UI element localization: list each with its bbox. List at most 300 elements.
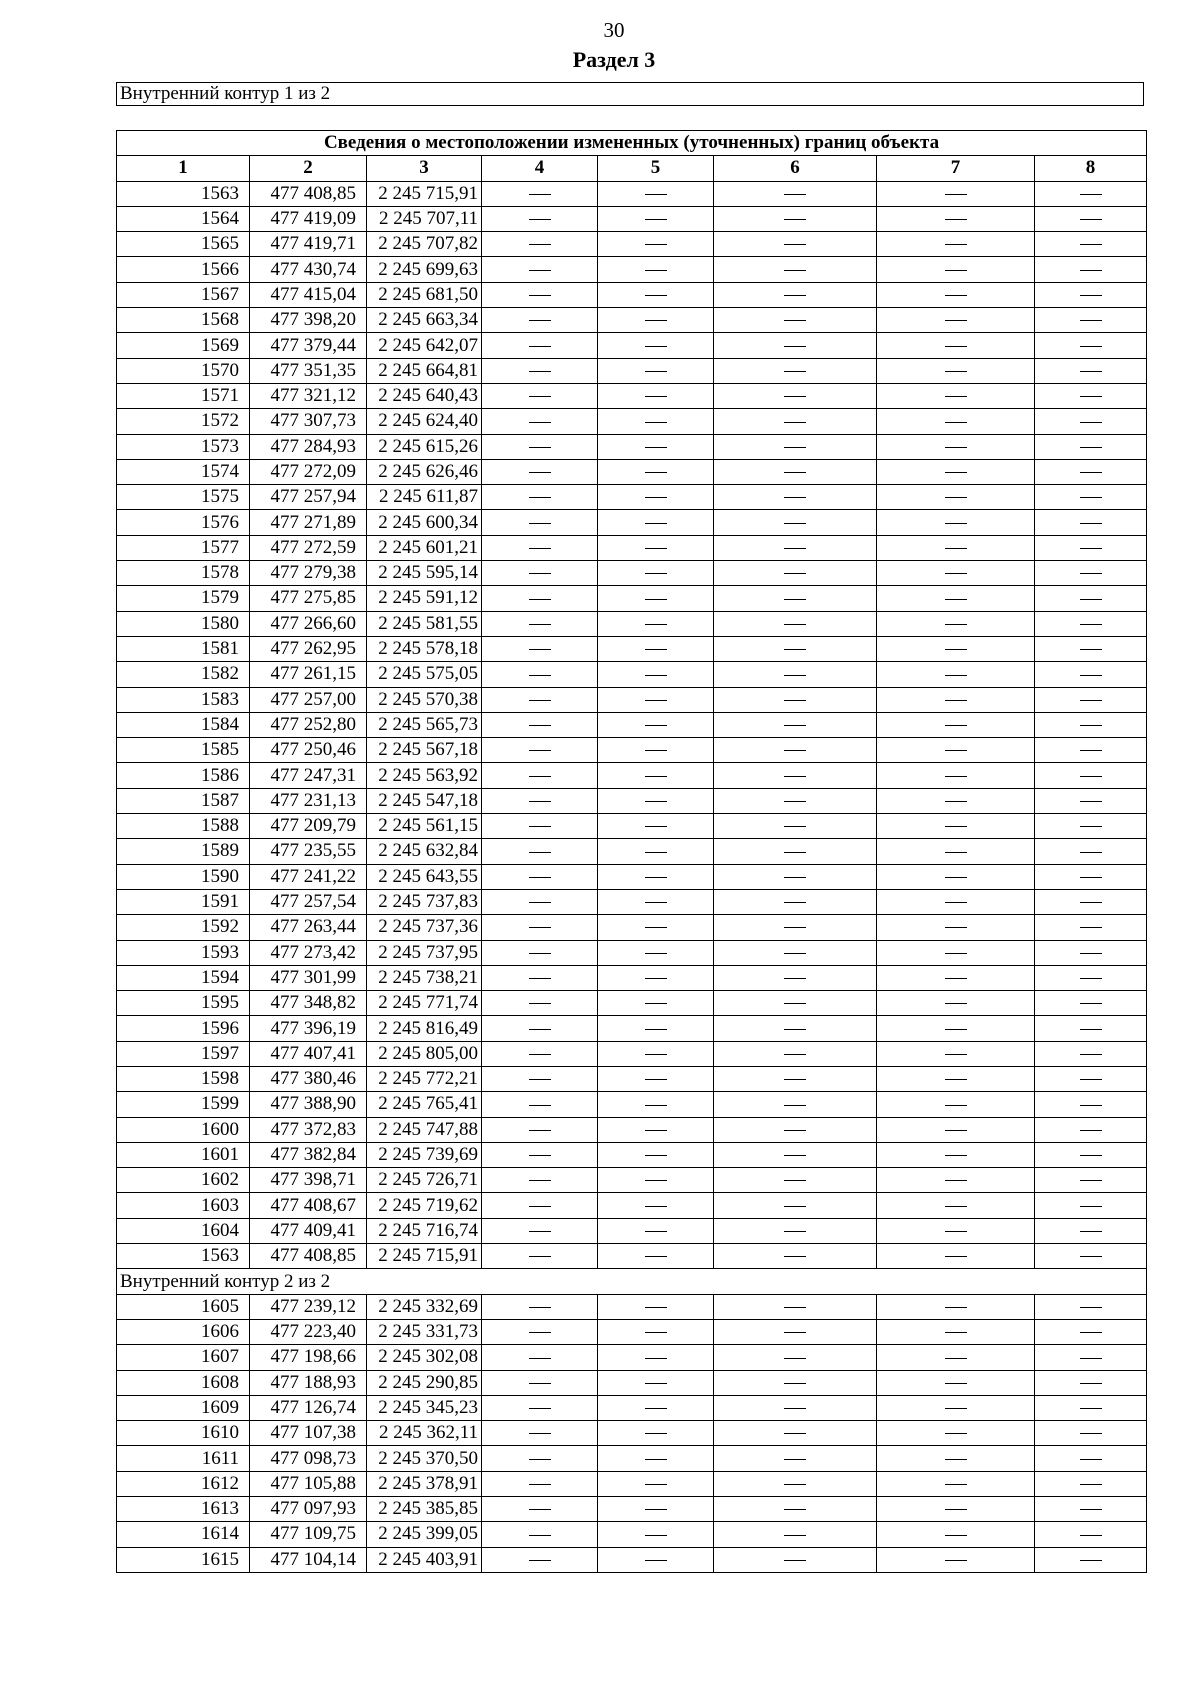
dash-mark (945, 1180, 967, 1181)
y-coordinate-cell: 2 245 707,11 (367, 206, 482, 231)
y-coordinate-cell: 2 245 561,15 (367, 814, 482, 839)
table-row (117, 814, 1147, 839)
x-coordinate-cell: 477 272,59 (250, 535, 367, 560)
dash-mark (529, 1509, 551, 1510)
y-coordinate-cell: 2 245 600,34 (367, 510, 482, 535)
empty-value-cell (877, 712, 1035, 737)
empty-value-cell (877, 282, 1035, 307)
dash-mark (784, 346, 806, 347)
x-coordinate-cell: 477 209,79 (250, 814, 367, 839)
empty-value-cell (714, 1142, 877, 1167)
empty-value-cell (1035, 282, 1147, 307)
x-coordinate-cell: 477 388,90 (250, 1092, 367, 1117)
dash-mark (945, 826, 967, 827)
table-body (117, 131, 1147, 1573)
empty-value-cell (877, 1041, 1035, 1066)
empty-value-cell (714, 1294, 877, 1319)
dash-mark (645, 1029, 667, 1030)
dash-mark (1080, 346, 1102, 347)
dash-mark (945, 346, 967, 347)
dash-mark (784, 902, 806, 903)
point-number-cell: 1580 (117, 611, 250, 636)
empty-value-cell (1035, 308, 1147, 333)
empty-value-cell (482, 206, 598, 231)
empty-value-cell (714, 1244, 877, 1269)
empty-value-cell (482, 1066, 598, 1091)
dash-mark (945, 295, 967, 296)
empty-value-cell (482, 1218, 598, 1243)
empty-value-cell (714, 1345, 877, 1370)
empty-value-cell (598, 687, 714, 712)
dash-mark (784, 295, 806, 296)
dash-mark (945, 1332, 967, 1333)
table-row (117, 409, 1147, 434)
dash-mark (1080, 599, 1102, 600)
y-coordinate-cell: 2 245 719,62 (367, 1193, 482, 1218)
x-coordinate-cell: 477 380,46 (250, 1066, 367, 1091)
dash-mark (784, 548, 806, 549)
point-number-cell: 1599 (117, 1092, 250, 1117)
dash-mark (645, 497, 667, 498)
empty-value-cell (877, 232, 1035, 257)
dash-mark (645, 1358, 667, 1359)
dash-mark (945, 1130, 967, 1131)
dash-mark (1080, 1029, 1102, 1030)
empty-value-cell (482, 662, 598, 687)
dash-mark (1080, 978, 1102, 979)
dash-mark (784, 1231, 806, 1232)
dash-mark (529, 1054, 551, 1055)
dash-mark (945, 700, 967, 701)
empty-value-cell (598, 232, 714, 257)
dash-mark (645, 1383, 667, 1384)
empty-value-cell (877, 181, 1035, 206)
empty-value-cell (482, 1041, 598, 1066)
empty-value-cell (877, 308, 1035, 333)
dash-mark (529, 1206, 551, 1207)
dash-mark (1080, 1079, 1102, 1080)
empty-value-cell (877, 1294, 1035, 1319)
dash-mark (784, 1256, 806, 1257)
dash-mark (945, 1358, 967, 1359)
point-number-cell: 1609 (117, 1395, 250, 1420)
dash-mark (784, 927, 806, 928)
dash-mark (645, 1535, 667, 1536)
point-number-cell: 1565 (117, 232, 250, 257)
empty-value-cell (598, 889, 714, 914)
dash-mark (945, 447, 967, 448)
dash-mark (645, 902, 667, 903)
point-number-cell: 1563 (117, 1244, 250, 1269)
table-row (117, 636, 1147, 661)
point-number-cell: 1608 (117, 1370, 250, 1395)
table-row (117, 662, 1147, 687)
empty-value-cell (714, 636, 877, 661)
y-coordinate-cell: 2 245 575,05 (367, 662, 482, 687)
empty-value-cell (714, 1092, 877, 1117)
y-coordinate-cell: 2 245 643,55 (367, 864, 482, 889)
y-coordinate-cell: 2 245 707,82 (367, 232, 482, 257)
dash-mark (529, 194, 551, 195)
dash-mark (645, 1256, 667, 1257)
empty-value-cell (1035, 1421, 1147, 1446)
empty-value-cell (877, 1168, 1035, 1193)
dash-mark (645, 219, 667, 220)
dash-mark (645, 826, 667, 827)
empty-value-cell (482, 611, 598, 636)
point-number-cell: 1568 (117, 308, 250, 333)
dash-mark (945, 1256, 967, 1257)
dash-mark (784, 371, 806, 372)
empty-value-cell (714, 1193, 877, 1218)
empty-value-cell (598, 434, 714, 459)
dash-mark (1080, 244, 1102, 245)
dash-mark (529, 1256, 551, 1257)
dash-mark (945, 877, 967, 878)
dash-mark (784, 877, 806, 878)
table-row (117, 257, 1147, 282)
table-row (117, 206, 1147, 231)
empty-value-cell (714, 1497, 877, 1522)
empty-value-cell (482, 788, 598, 813)
dash-mark (529, 776, 551, 777)
dash-mark (645, 1484, 667, 1485)
dash-mark (945, 1029, 967, 1030)
empty-value-cell (877, 763, 1035, 788)
dash-mark (945, 497, 967, 498)
page-number: 30 (603, 18, 625, 42)
empty-value-cell (598, 1244, 714, 1269)
dash-mark (784, 1079, 806, 1080)
empty-value-cell (714, 1370, 877, 1395)
dash-mark (645, 725, 667, 726)
empty-value-cell (482, 485, 598, 510)
empty-value-cell (598, 611, 714, 636)
empty-value-cell (1035, 1319, 1147, 1344)
table-row (117, 1395, 1147, 1420)
dash-mark (1080, 1433, 1102, 1434)
dash-mark (1080, 548, 1102, 549)
empty-value-cell (482, 738, 598, 763)
y-coordinate-cell: 2 245 624,40 (367, 409, 482, 434)
empty-value-cell (598, 940, 714, 965)
dash-mark (529, 1383, 551, 1384)
dash-mark (945, 523, 967, 524)
column-header: 1 (117, 156, 250, 181)
dash-mark (645, 1459, 667, 1460)
y-coordinate-cell: 2 245 578,18 (367, 636, 482, 661)
y-coordinate-cell: 2 245 715,91 (367, 181, 482, 206)
empty-value-cell (598, 788, 714, 813)
dash-mark (529, 877, 551, 878)
point-number-cell: 1611 (117, 1446, 250, 1471)
empty-value-cell (1035, 1092, 1147, 1117)
dash-mark (784, 1130, 806, 1131)
empty-value-cell (482, 763, 598, 788)
empty-value-cell (877, 814, 1035, 839)
empty-value-cell (877, 1319, 1035, 1344)
dash-mark (529, 1484, 551, 1485)
empty-value-cell (1035, 485, 1147, 510)
point-number-cell: 1612 (117, 1471, 250, 1496)
dash-mark (1080, 675, 1102, 676)
point-number-cell: 1588 (117, 814, 250, 839)
y-coordinate-cell: 2 245 626,46 (367, 459, 482, 484)
empty-value-cell (598, 965, 714, 990)
coordinates-table (116, 130, 1147, 1573)
y-coordinate-cell: 2 245 302,08 (367, 1345, 482, 1370)
empty-value-cell (1035, 1497, 1147, 1522)
y-coordinate-cell: 2 245 716,74 (367, 1218, 482, 1243)
x-coordinate-cell: 477 279,38 (250, 561, 367, 586)
dash-mark (529, 270, 551, 271)
dash-mark (645, 624, 667, 625)
empty-value-cell (598, 712, 714, 737)
empty-value-cell (482, 940, 598, 965)
y-coordinate-cell: 2 245 332,69 (367, 1294, 482, 1319)
empty-value-cell (714, 662, 877, 687)
dash-mark (1080, 523, 1102, 524)
dash-mark (945, 472, 967, 473)
empty-value-cell (598, 409, 714, 434)
empty-value-cell (714, 788, 877, 813)
dash-mark (529, 1535, 551, 1536)
empty-value-cell (1035, 333, 1147, 358)
y-coordinate-cell: 2 245 664,81 (367, 358, 482, 383)
point-number-cell: 1598 (117, 1066, 250, 1091)
x-coordinate-cell: 477 407,41 (250, 1041, 367, 1066)
dash-mark (784, 447, 806, 448)
empty-value-cell (1035, 687, 1147, 712)
empty-value-cell (877, 1092, 1035, 1117)
empty-value-cell (598, 561, 714, 586)
empty-value-cell (714, 282, 877, 307)
dash-mark (784, 649, 806, 650)
x-coordinate-cell: 477 266,60 (250, 611, 367, 636)
y-coordinate-cell: 2 245 563,92 (367, 763, 482, 788)
dash-mark (645, 978, 667, 979)
dash-mark (529, 801, 551, 802)
empty-value-cell (714, 333, 877, 358)
table-row (117, 1218, 1147, 1243)
empty-value-cell (877, 1497, 1035, 1522)
point-number-cell: 1579 (117, 586, 250, 611)
dash-mark (784, 1459, 806, 1460)
dash-mark (645, 295, 667, 296)
empty-value-cell (1035, 206, 1147, 231)
table-row (117, 1244, 1147, 1269)
empty-value-cell (482, 535, 598, 560)
y-coordinate-cell: 2 245 715,91 (367, 1244, 482, 1269)
dash-mark (529, 1180, 551, 1181)
column-header: 7 (877, 156, 1035, 181)
y-coordinate-cell: 2 245 362,11 (367, 1421, 482, 1446)
dash-mark (1080, 649, 1102, 650)
empty-value-cell (598, 459, 714, 484)
dash-mark (645, 776, 667, 777)
table-row (117, 308, 1147, 333)
dash-mark (1080, 1332, 1102, 1333)
empty-value-cell (714, 1395, 877, 1420)
dash-mark (529, 927, 551, 928)
empty-value-cell (482, 1370, 598, 1395)
dash-mark (529, 295, 551, 296)
dash-mark (645, 244, 667, 245)
empty-value-cell (482, 308, 598, 333)
table-row (117, 1168, 1147, 1193)
empty-value-cell (1035, 383, 1147, 408)
y-coordinate-cell: 2 245 611,87 (367, 485, 482, 510)
x-coordinate-cell: 477 321,12 (250, 383, 367, 408)
empty-value-cell (598, 333, 714, 358)
x-coordinate-cell: 477 241,22 (250, 864, 367, 889)
empty-value-cell (482, 1142, 598, 1167)
empty-value-cell (598, 1370, 714, 1395)
y-coordinate-cell: 2 245 739,69 (367, 1142, 482, 1167)
dash-mark (1080, 1459, 1102, 1460)
empty-value-cell (1035, 434, 1147, 459)
y-coordinate-cell: 2 245 737,95 (367, 940, 482, 965)
empty-value-cell (1035, 1471, 1147, 1496)
empty-value-cell (598, 308, 714, 333)
empty-value-cell (714, 1218, 877, 1243)
contour-label: Внутренний контур 1 из 2 (116, 82, 1144, 106)
y-coordinate-cell: 2 245 601,21 (367, 535, 482, 560)
table-row (117, 1092, 1147, 1117)
contour-separator-label: Внутренний контур 2 из 2 (117, 1269, 1147, 1294)
y-coordinate-cell: 2 245 567,18 (367, 738, 482, 763)
empty-value-cell (877, 611, 1035, 636)
point-number-cell: 1589 (117, 839, 250, 864)
table-row (117, 459, 1147, 484)
empty-value-cell (877, 1016, 1035, 1041)
point-number-cell: 1578 (117, 561, 250, 586)
y-coordinate-cell: 2 245 640,43 (367, 383, 482, 408)
dash-mark (945, 1206, 967, 1207)
dash-mark (1080, 497, 1102, 498)
dash-mark (784, 320, 806, 321)
empty-value-cell (482, 1319, 598, 1344)
table-row (117, 434, 1147, 459)
empty-value-cell (598, 839, 714, 864)
empty-value-cell (714, 712, 877, 737)
dash-mark (529, 1105, 551, 1106)
dash-mark (529, 1029, 551, 1030)
empty-value-cell (1035, 1395, 1147, 1420)
point-number-cell: 1570 (117, 358, 250, 383)
table-row (117, 1117, 1147, 1142)
empty-value-cell (877, 383, 1035, 408)
empty-value-cell (877, 459, 1035, 484)
dash-mark (529, 1560, 551, 1561)
x-coordinate-cell: 477 398,20 (250, 308, 367, 333)
y-coordinate-cell: 2 245 816,49 (367, 1016, 482, 1041)
dash-mark (529, 1332, 551, 1333)
x-coordinate-cell: 477 419,09 (250, 206, 367, 231)
empty-value-cell (714, 409, 877, 434)
dash-mark (784, 1206, 806, 1207)
point-number-cell: 1613 (117, 1497, 250, 1522)
x-coordinate-cell: 477 275,85 (250, 586, 367, 611)
point-number-cell: 1614 (117, 1522, 250, 1547)
empty-value-cell (714, 586, 877, 611)
dash-mark (645, 1003, 667, 1004)
y-coordinate-cell: 2 245 747,88 (367, 1117, 482, 1142)
empty-value-cell (714, 1471, 877, 1496)
table-row (117, 1471, 1147, 1496)
dash-mark (784, 1105, 806, 1106)
table-row (117, 1345, 1147, 1370)
point-number-cell: 1592 (117, 915, 250, 940)
x-coordinate-cell: 477 188,93 (250, 1370, 367, 1395)
x-coordinate-cell: 477 272,09 (250, 459, 367, 484)
y-coordinate-cell: 2 245 738,21 (367, 965, 482, 990)
dash-mark (1080, 1003, 1102, 1004)
table-row (117, 1497, 1147, 1522)
empty-value-cell (598, 991, 714, 1016)
dash-mark (945, 1459, 967, 1460)
empty-value-cell (482, 282, 598, 307)
empty-value-cell (1035, 1244, 1147, 1269)
empty-value-cell (877, 1370, 1035, 1395)
dash-mark (645, 573, 667, 574)
empty-value-cell (714, 738, 877, 763)
empty-value-cell (877, 965, 1035, 990)
empty-value-cell (877, 1244, 1035, 1269)
empty-value-cell (1035, 839, 1147, 864)
dash-mark (645, 750, 667, 751)
empty-value-cell (877, 1218, 1035, 1243)
dash-mark (1080, 1206, 1102, 1207)
empty-value-cell (598, 1345, 714, 1370)
table-row (117, 1066, 1147, 1091)
y-coordinate-cell: 2 245 565,73 (367, 712, 482, 737)
empty-value-cell (598, 586, 714, 611)
y-coordinate-cell: 2 245 570,38 (367, 687, 482, 712)
point-number-cell: 1587 (117, 788, 250, 813)
x-coordinate-cell: 477 284,93 (250, 434, 367, 459)
empty-value-cell (877, 1066, 1035, 1091)
dash-mark (945, 396, 967, 397)
table-row (117, 586, 1147, 611)
empty-value-cell (482, 358, 598, 383)
dash-mark (1080, 1358, 1102, 1359)
dash-mark (645, 700, 667, 701)
empty-value-cell (482, 712, 598, 737)
dash-mark (784, 953, 806, 954)
empty-value-cell (482, 1168, 598, 1193)
empty-value-cell (877, 1547, 1035, 1572)
empty-value-cell (1035, 1522, 1147, 1547)
dash-mark (1080, 852, 1102, 853)
x-coordinate-cell: 477 372,83 (250, 1117, 367, 1142)
y-coordinate-cell: 2 245 345,23 (367, 1395, 482, 1420)
empty-value-cell (598, 1041, 714, 1066)
empty-value-cell (598, 535, 714, 560)
empty-value-cell (598, 1547, 714, 1572)
dash-mark (1080, 295, 1102, 296)
dash-mark (784, 675, 806, 676)
empty-value-cell (482, 434, 598, 459)
dash-mark (784, 700, 806, 701)
dash-mark (1080, 725, 1102, 726)
dash-mark (945, 1105, 967, 1106)
empty-value-cell (598, 636, 714, 661)
empty-value-cell (714, 1066, 877, 1091)
empty-value-cell (1035, 1016, 1147, 1041)
point-number-cell: 1595 (117, 991, 250, 1016)
dash-mark (784, 194, 806, 195)
